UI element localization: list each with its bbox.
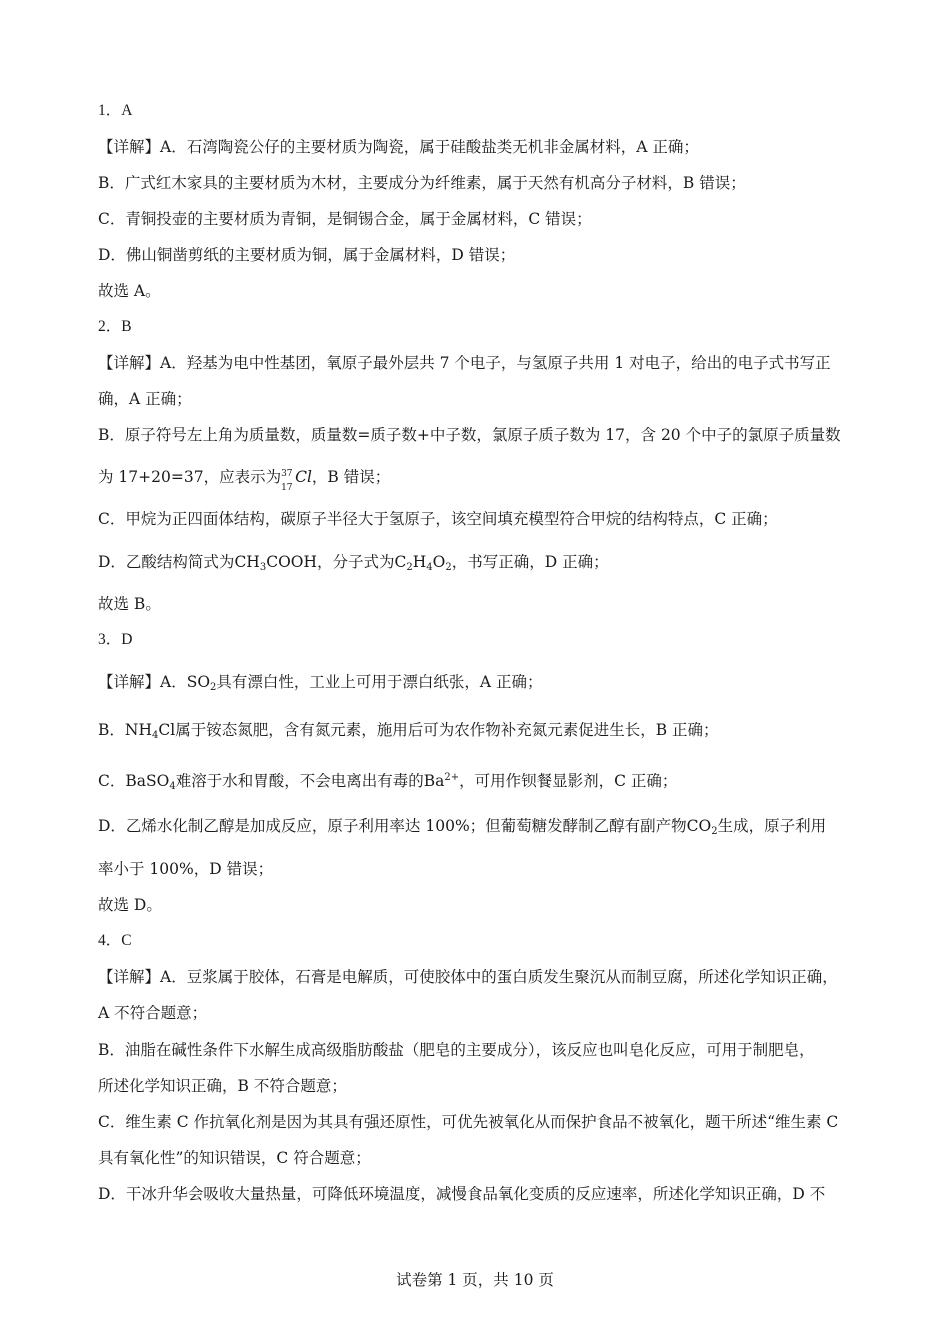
formula: $NH_4Cl$ xyxy=(124,721,176,741)
element-symbol: Cl xyxy=(295,468,312,486)
explanation-line: A 不符合题意； xyxy=(98,1004,208,1022)
text-fragment: ，B 错误； xyxy=(311,468,391,486)
explanation-line: B．油脂在碱性条件下水解生成高级脂肪酸盐（肥皂的主要成分），该反应也叫皂化反应，可用于制肥皂， xyxy=(98,1041,815,1059)
explanation-line: B．$NH_4Cl$属于铵态氮肥，含有氮元素，施用后可为农作物补充氮元素促进生长，B 正确； xyxy=(98,721,719,741)
conclusion-line: 故选 B。 xyxy=(98,595,161,613)
explanation-line: 【详解】A．豆浆属于胶体，石膏是电解质，可使胶体中的蛋白质发生聚沉从而制豆腐，所述化学知识正确， xyxy=(98,968,838,986)
explanation-line: D．干冰升华会吸收大量热量，可降低环境温度，减慢食品氧化变质的反应速率，所述化学知识正确，D 不 xyxy=(98,1185,826,1203)
explanation-line: B．原子符号左上角为质量数，质量数=质子数+中子数，氯原子质子数为 17，含 20 个中子的氯原子质量数 xyxy=(98,426,841,444)
isotope-symbol xyxy=(281,468,295,493)
conclusion-line: 故选 A。 xyxy=(98,282,161,300)
explanation-line: C．青铜投壶的主要材质为青铜，是铜锡合金，属于金属材料，C 错误； xyxy=(98,210,592,228)
answer-heading-1: 1．A xyxy=(98,102,133,119)
page-footer: 试卷第 1 页，共 10 页 xyxy=(396,1271,554,1289)
atomic-number: 17 xyxy=(281,483,293,493)
explanation-line xyxy=(98,467,860,493)
conclusion-line: 故选 D。 xyxy=(98,896,162,914)
formula: $SO_2$ xyxy=(186,673,217,693)
explanation-line: C．维生素 C 作抗氧化剂是因为其具有强还原性，可优先被氧化从而保护食品不被氧化，题干所述“维生素 C xyxy=(98,1113,839,1131)
ion-formula: $Ba^{2+}$ xyxy=(423,772,460,790)
explanation-line: D．佛山铜凿剪纸的主要材质为铜，属于金属材料，D 错误； xyxy=(98,246,516,264)
formula: $C_2H_4O_2$ xyxy=(394,553,452,573)
explanation-line: 所述化学知识正确，B 不符合题意； xyxy=(98,1077,347,1095)
text-fragment: ，分子式为 xyxy=(317,553,395,571)
formula: BaSO$_4$ xyxy=(125,772,176,792)
text-fragment: D．乙酸结构简式为 xyxy=(98,553,235,571)
answer-heading-2: 2．B xyxy=(98,318,132,335)
explanation-line: B．广式红木家具的主要材质为木材，主要成分为纤维素，属于天然有机高分子材料，B 错误； xyxy=(98,174,746,192)
text-fragment: 为 17+20=37，应表示为 xyxy=(98,468,282,486)
explanation-line: 【详解】A．石湾陶瓷公仔的主要材质为陶瓷，属于硅酸盐类无机非金属材料，A 正确； xyxy=(98,138,699,156)
explanation-line: 确，A 正确； xyxy=(98,390,192,408)
explanation-line: C．甲烷为正四面体结构，碳原子半径大于氢原子，该空间填充模型符合甲烷的结构特点，C 正确； xyxy=(98,510,778,528)
answer-heading-4: 4．C xyxy=(98,932,132,949)
explanation-line: D．乙烯水化制乙醇是加成反应，原子利用率达 100%；但葡萄糖发酵制乙醇有副产物$CO_2$生成，原子利用 xyxy=(98,817,827,837)
text-fragment: ，书写正确，D 正确； xyxy=(451,553,609,571)
explanation-line: 率小于 100%，D 错误； xyxy=(98,860,274,878)
explanation-line xyxy=(98,552,860,578)
explanation-line: 具有氧化性”的知识错误，C 符合题意； xyxy=(98,1149,371,1167)
formula: $CO_2$ xyxy=(686,817,718,837)
answer-heading-3: 3．D xyxy=(98,631,133,648)
mass-number: 37 xyxy=(281,469,293,479)
formula: $CH_3COOH$ xyxy=(234,553,317,573)
explanation-line: C．BaSO$_4$难溶于水和胃酸，不会电离出有毒的$Ba^{2+}$，可用作钡餐显影剂，C 正确； xyxy=(98,772,678,792)
explanation-line: 【详解】A．羟基为电中性基团，氧原子最外层共 7 个电子，与氢原子共用 1 对电子，给出的电子式书写正 xyxy=(98,354,831,372)
explanation-line: 【详解】A．$SO_2$具有漂白性，工业上可用于漂白纸张，A 正确； xyxy=(98,673,543,693)
